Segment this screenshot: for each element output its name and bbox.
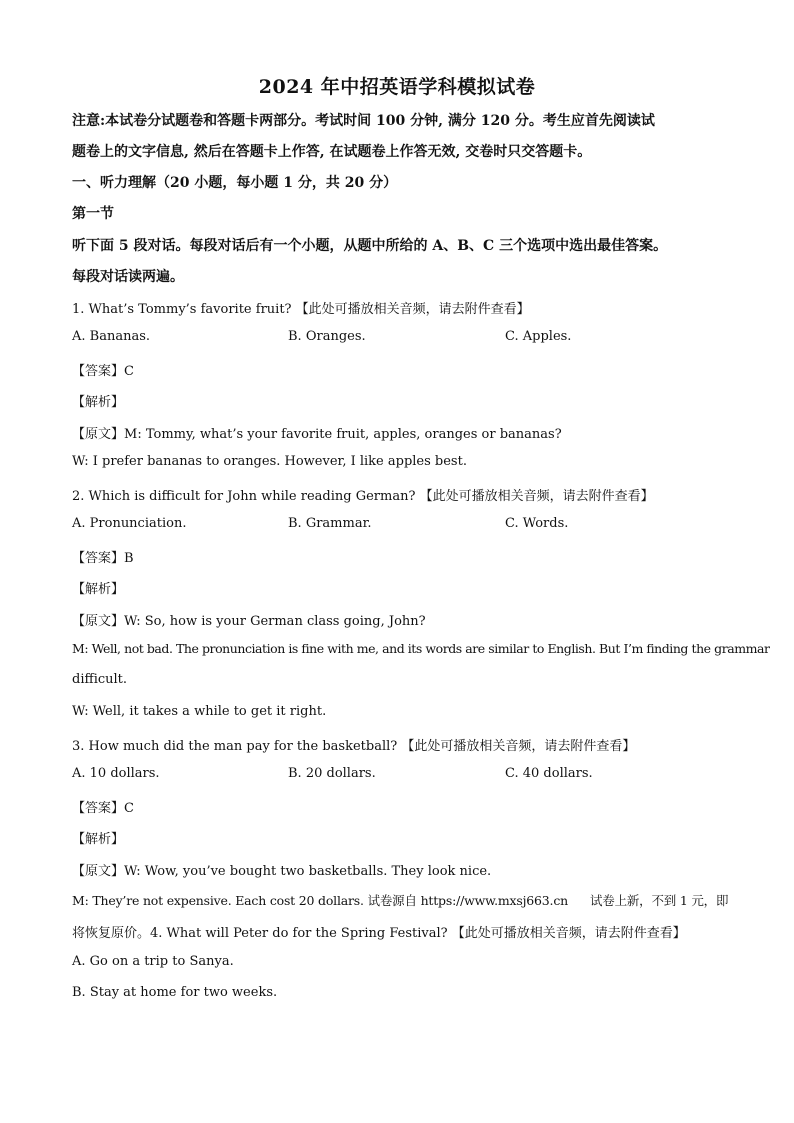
analysis-label: 【解析】 [72, 395, 125, 410]
original-text: M: Tommy, what’s your favorite fruit, apples, oranges or bananas? [124, 427, 562, 442]
promo-text-cont: 将恢复原价。 [72, 926, 151, 941]
notice-line-2: 题卷上的文字信息, 然后在答题卡上作答, 在试题卷上作答无效, 交卷时只交答题卡。 [72, 144, 592, 160]
option-a: A. Pronunciation. [72, 516, 187, 531]
question-1 [72, 298, 530, 317]
question-4-stem: 4. What will Peter do for the Spring Festival? [150, 926, 448, 941]
original-2-line-2: M: Well, not bad. The pronunciation is fine with me, and its words are similar to English. But I’m finding the grammar [72, 641, 770, 656]
option-c: C. Words. [505, 516, 569, 531]
answer-3 [72, 797, 134, 816]
question-3-stem: 3. How much did the man pay for the basketball? [72, 739, 398, 754]
notice-line-1: 注意:本试卷分试题卷和答题卡两部分。考试时间 100 分钟, 满分 120 分。考生应首先阅读试 [72, 113, 655, 129]
question-2 [72, 485, 654, 504]
original-3-line-1 [72, 860, 491, 879]
analysis-label: 【解析】 [72, 582, 125, 597]
section-heading: 一、听力理解（20 小题，每小题 1 分，共 20 分） [72, 175, 398, 191]
original-label: 【原文】 [72, 864, 125, 879]
subsection-heading: 第一节 [72, 206, 114, 222]
instructions-line-2: 每段对话读两遍。 [72, 269, 184, 285]
option-b: B. Oranges. [288, 329, 366, 344]
option-b: B. 20 dollars. [288, 766, 376, 781]
question-4-option-a: A. Go on a trip to Sanya. [72, 954, 234, 969]
answer-2 [72, 547, 134, 566]
original-label: 【原文】 [72, 427, 125, 442]
answer-value: C [124, 364, 134, 379]
answer-value: B [124, 551, 134, 566]
answer-label: 【答案】 [72, 801, 125, 816]
original-2-line-1 [72, 610, 426, 629]
original-text: W: So, how is your German class going, John? [124, 614, 426, 629]
question-1-options [72, 329, 732, 347]
option-b: B. Grammar. [288, 516, 372, 531]
original-2-line-4: W: Well, it takes a while to get it right. [72, 704, 327, 719]
question-3 [72, 735, 635, 754]
audio-note: 【此处可播放相关音频，请去附件查看】 [295, 302, 530, 317]
audio-note: 【此处可播放相关音频，请去附件查看】 [451, 926, 686, 941]
option-c: C. 40 dollars. [505, 766, 593, 781]
answer-value: C [124, 801, 134, 816]
promo-text: 试卷上新，不到 1 元，即 [589, 893, 729, 908]
question-4-option-b: B. Stay at home for two weeks. [72, 985, 278, 1000]
source-label: 试卷源自 [367, 893, 417, 908]
option-a: A. 10 dollars. [72, 766, 160, 781]
option-c: C. Apples. [505, 329, 572, 344]
answer-1 [72, 360, 134, 379]
analysis-label: 【解析】 [72, 832, 125, 847]
original-2-line-3: difficult. [72, 672, 128, 687]
question-3-options [72, 766, 732, 784]
answer-label: 【答案】 [72, 551, 125, 566]
question-2-stem: 2. Which is difficult for John while reading German? [72, 489, 416, 504]
question-1-stem: 1. What’s Tommy’s favorite fruit? [72, 302, 292, 317]
original-label: 【原文】 [72, 614, 125, 629]
answer-label: 【答案】 [72, 364, 125, 379]
option-a: A. Bananas. [72, 329, 151, 344]
audio-note: 【此处可播放相关音频，请去附件查看】 [419, 489, 654, 504]
original-3-line-2 [72, 891, 728, 909]
original-text: W: Wow, you’ve bought two basketballs. They look nice. [124, 864, 492, 879]
audio-note: 【此处可播放相关音频，请去附件查看】 [401, 739, 636, 754]
original-1-line-1 [72, 423, 562, 442]
original-text: M: They’re not expensive. Each cost 20 dollars. [72, 893, 364, 908]
source-url: https://www.mxsj663.cn [420, 893, 568, 908]
original-1-line-2: W: I prefer bananas to oranges. However, I like apples best. [72, 454, 467, 469]
page-title: 2024 年中招英语学科模拟试卷 [258, 76, 536, 98]
question-2-options [72, 516, 732, 534]
instructions-line-1: 听下面 5 段对话。每段对话后有一个小题，从题中所给的 A、B、C 三个选项中选出最佳答案。 [72, 238, 668, 254]
original-3-line-3 [72, 922, 686, 941]
